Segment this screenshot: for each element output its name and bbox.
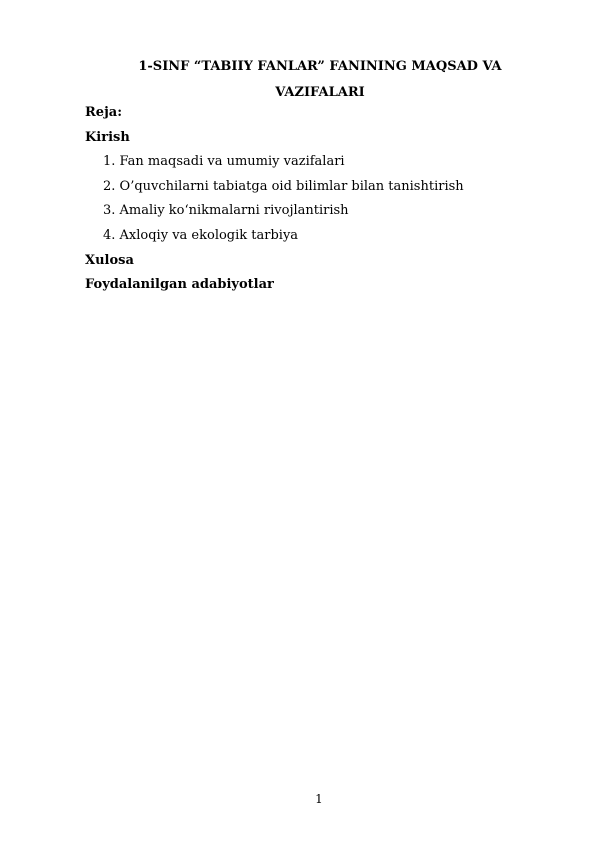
plan-item-2: 2. O’quvchilarni tabiatga oid bilimlar bilan tanishtirish [103, 179, 464, 194]
plan-item-3: 3. Amaliy ko‘nikmalarni rivojlantirish [103, 203, 349, 218]
plan-item-4: 4. Axloqiy va ekologik tarbiya [103, 228, 299, 243]
page-number: 1 [315, 792, 323, 806]
title-line-2: VAZIFALARI [275, 85, 365, 100]
title-line-1: 1-SINF “TABIIY FANLAR” FANINING MAQSAD VA [138, 59, 502, 74]
plan-heading: Reja: [85, 105, 123, 120]
intro-heading: Kirish [85, 130, 130, 145]
document-title [100, 54, 540, 106]
references-heading: Foydalanilgan adabiyotlar [85, 277, 274, 292]
plan-item-1: 1. Fan maqsadi va umumiy vazifalari [103, 154, 345, 169]
conclusion-heading: Xulosa [85, 253, 134, 268]
